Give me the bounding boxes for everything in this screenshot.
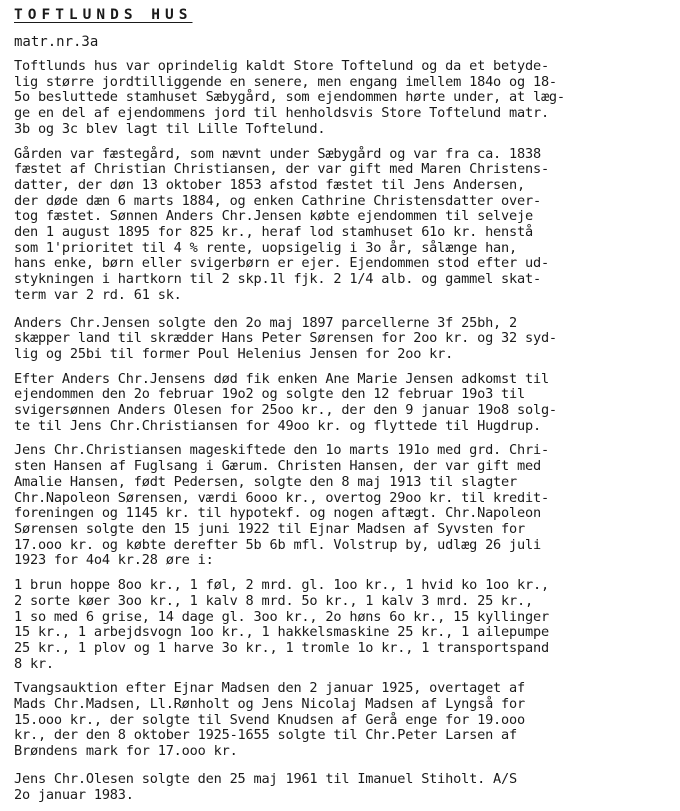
paragraph-mageskifte: Jens Chr.Christiansen mageskiftede den 1o marts 191o med grd. Chri- sten Hansen af Fuglsang i Gærum. Christen Hansen, der var gift med Amalie Hansen, født Pedersen, solgte den 8 maj 1913 til slagter Chr.Napoleon Sørensen, værdi 6ooo kr., overtog 29oo kr. til kredit- foreningen og 1145 kr. til hypotekf. og nogen aftægt. Chr.Napoleon Sørensen solgte den 15 juni 1922 til Ejnar Madsen af Syvsten for 17.ooo kr. og købte derefter 5b 6b mfl. Volstrup by, udlæg 26 juli 1923 for 4o4 kr.28 øre i: [14, 442, 549, 569]
paragraph-udlæg-list: 1 brun hoppe 8oo kr., 1 føl, 2 mrd. gl. 1oo kr., 1 hvid ko 1oo kr., 2 sorte køer 3oo kr., 1 kalv 8 mrd. 5o kr., 1 kalv 3 mrd. 25 kr., 1 so med 6 grise, 14 dage gl. 3oo kr., 2o høns 6o kr., 15 kyllinger 15 kr., 1 arbejdsvogn 1oo kr., 1 hakkelsmaskine 25 kr., 1 ailepumpe 25 kr., 1 plov og 1 harve 3o kr., 1 tromle 1o kr., 1 transportspand 8 kr. [14, 577, 549, 672]
document-title: TOFTLUNDS HUS [14, 7, 193, 23]
paragraph-parceller: Anders Chr.Jensen solgte den 2o maj 1897 parcellerne 3f 25bh, 2 skæpper land til skrædder Hans Peter Sørensen for 2oo kr. og 32 syd- lig og 25bi til former Poul Helenius Jensen for 2oo kr. [14, 314, 557, 362]
paragraph-tvangsauktion: Tvangsauktion efter Ejnar Madsen den 2 januar 1925, overtaget af Mads Chr.Madsen, Ll.Rønholt og Jens Nicolaj Madsen af Lyngså for 15.ooo kr., der solgte til Svend Knudsen af Gerå enge for 19.ooo kr., der den 8 oktober 1925-1655 solgte til Chr.Peter Larsen af Brøndens mark for 17.ooo kr. [14, 680, 525, 760]
paragraph-origin: Toftlunds hus var oprindelig kaldt Store Toftelund og da et betyde- lig større jordtilliggende en senere, men engang imellem 184o og 18- 5o besluttede stamhuset Sæbygård, som ejendommen hørte under, at læg- ge en del af ejendommens jord til henholdsvis Store Toftelund matr. 3b og 3c blev lagt til Lille Toftelund. [14, 58, 565, 137]
paragraph-stiholt: Jens Chr.Olesen solgte den 25 maj 1961 til Imanuel Stiholt. A/S 2o januar 1983. [14, 770, 518, 803]
document-subtitle: matr.nr.3a [14, 34, 99, 50]
paragraph-fæstegård: Gården var fæstegård, som nævnt under Sæbygård og var fra ca. 1838 fæstet af Christian Christiansen, der var gift med Maren Christens- datter, der døn 13 oktober 1853 afstod fæstet til Jens Andersen, der døde dæn 6 marts 1884, og enken Cathrine Christensdatter over- tog fæstet. Sønnen Anders Chr.Jensen købte ejendommen til selveje den 1 august 1895 for 825 kr., heraf lod stamhuset 61o kr. henstå som 1'prioritet til 4 % rente, uopsigelig i 3o år, sålænge han, hans enke, børn eller svigerbørn er ejer. Ejendommen stod efter ud- stykningen i hartkorn til 2 skp.1l fjk. 2 1/4 alb. og gammel skat- term var 2 rd. 61 sk. [14, 145, 549, 303]
typewritten-page [14, 6, 674, 803]
paragraph-enken: Efter Anders Chr.Jensens død fik enken Ane Marie Jensen adkomst til ejendommen den 2o februar 19o2 og solgte den 12 februar 19o3 til svigersønnen Anders Olesen for 25oo kr., der den 9 januar 19o8 solg- te til Jens Chr.Christiansen for 49oo kr. og flyttede til Hugdrup. [14, 370, 557, 434]
